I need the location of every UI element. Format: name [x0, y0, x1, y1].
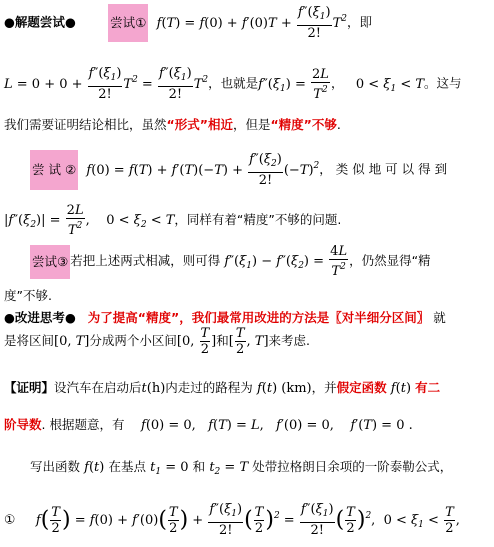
bullet: ● [4, 310, 15, 325]
line-2 [4, 66, 462, 102]
line-9 [4, 326, 310, 357]
text: 度”不够. [4, 288, 52, 303]
section-heading-improve: 改进思考 [14, 310, 65, 325]
formula-range: $0 < \xi_1 < T$ [355, 76, 425, 94]
bullet: ● [64, 14, 76, 30]
section-heading-solve: 解题尝试 [14, 14, 65, 30]
formula-abs: $|f''(\xi_2)|$ = $\frac{2L}{T^2}$ , $0 < \xi_2 < T$ [4, 203, 175, 238]
highlight-precision: “精度”不够 [270, 117, 337, 132]
text: 。这与 [424, 75, 462, 91]
text: 设汽车在启动后 [54, 380, 142, 395]
text: ，并 [311, 380, 337, 395]
bullet: ● [4, 14, 15, 30]
line-3 [4, 115, 341, 133]
line-7 [4, 286, 52, 304]
text: 是将区间 [4, 333, 55, 348]
formula-t2: $t_2 = T$ [205, 460, 253, 477]
text: ，也就是 [208, 75, 259, 91]
attempt-3-badge: 尝试③ [30, 245, 70, 279]
text: ，同样有着“精度”不够的问题. [174, 212, 342, 227]
attempt-2-badge: 尝 试 ② [30, 150, 78, 190]
line-8 [4, 308, 446, 326]
formula-interval-right: [ $\frac{T}{2}$ , T] [228, 326, 269, 357]
highlight-assume: 假定函数 [336, 380, 387, 395]
text: 写出函数 [30, 459, 81, 474]
line-1 [4, 4, 372, 42]
proof-label: 【证明】 [4, 380, 55, 395]
text: 内走过的路程为 [165, 380, 253, 395]
formula-taylor-half: f( $\frac{T}{2}$ ) = f(0) + f′(0)( $\frac{T}{2}$ ) + $\frac{f''(\xi_1)}{2!}$ ( $\frac{T}{2}$ )$^2$ = $\frac{f''(\xi_1)}{2!}$ ( $\frac{T}{2}$ )$^2$, $0 < \xi_1$ < $\frac{T}{2}$ , [19, 502, 460, 538]
highlight-method: 为了提高“精度”，我们最常用改进的方法是〖对半细分区间〗 [87, 310, 430, 325]
formula-ft-km: f(t) (km) [252, 381, 312, 396]
formula-conditions: f(0) = 0, f(T) = L, f′(0) = 0, f′(T) = 0 . [128, 418, 413, 433]
formula-t1: $t_1 = 0$ [146, 460, 193, 477]
highlight-derivative: 阶导数 [4, 417, 42, 432]
formula-L: L = 0 + 0 + $\frac{f''(\xi_1)}{2!}$ $T^2$ = $\frac{f''(\xi_1)}{2!}$ $T^2$ [4, 66, 209, 102]
text: 来考虑. [268, 333, 311, 348]
text: ， [330, 75, 344, 91]
formula-ft: f(t) [386, 381, 416, 396]
line-5 [4, 203, 341, 238]
bullet: ● [64, 310, 76, 325]
line-4 [30, 150, 447, 190]
text: 和 [216, 333, 229, 348]
text: 分成两个小区间 [89, 333, 177, 348]
formula-f2: $f''(\xi_1)$ = $\frac{2L}{T^2}$ [258, 66, 329, 102]
formula-interval-left: [0, $\frac{T}{2}$ ] [176, 326, 217, 357]
text: ， 类 似 地 可 以 得 到 [319, 161, 448, 177]
text: 在基点 [108, 459, 147, 474]
formula-interval: [0, T] [54, 334, 90, 349]
text: 就 [433, 310, 446, 325]
line-13 [4, 502, 460, 538]
text: 和 [192, 459, 206, 474]
text: 处带拉格朗日余项的一阶泰勒公式， [252, 459, 453, 474]
line-6 [30, 244, 431, 279]
text: . 根据题意，有 [41, 417, 125, 432]
line-12 [30, 457, 452, 477]
formula-taylor-1: f(T) = f(0) + f′(0)T + $\frac{f''(\xi_1)}{2!}$ $T^2$ [152, 5, 347, 41]
text: ，但是 [232, 117, 271, 132]
highlight-second: 有二 [415, 380, 441, 395]
text: ，即 [347, 14, 373, 30]
line-11 [4, 415, 413, 433]
text: 我们需要证明结论相比，虽然 [4, 117, 167, 132]
formula-ft2: f(t) [80, 460, 109, 475]
attempt-1-badge: 尝试① [108, 4, 148, 42]
formula-taylor-2: f(0) = f(T) + f′(T)(−T) + $\frac{f''(\xi_2)}{2!}$ $(-T)^2$ [82, 152, 320, 188]
text: 若把上述两式相减，则可得 [70, 253, 221, 268]
highlight-form: “形式”相近 [166, 117, 233, 132]
line-10 [4, 378, 440, 396]
text: ，仍然显得“精 [349, 253, 431, 268]
text: . [336, 117, 341, 132]
formula-th: t(h) [141, 381, 166, 396]
equation-number: ① [4, 511, 16, 527]
formula-diff: $f''(\xi_1) - f''(\xi_2)$ = $\frac{4L}{T^2}$ [224, 244, 348, 279]
